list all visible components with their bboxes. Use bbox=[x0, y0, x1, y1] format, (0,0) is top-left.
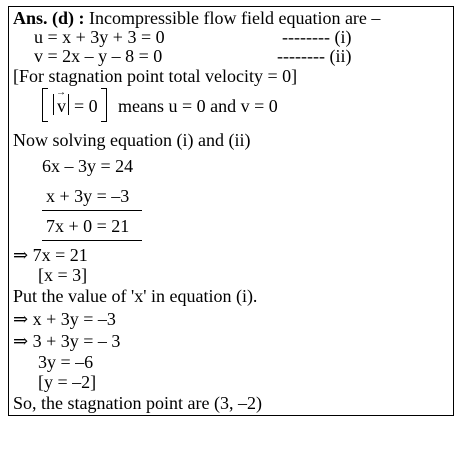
result-x: [x = 3] bbox=[38, 265, 88, 285]
stagnation-condition: [For stagnation point total velocity = 0] bbox=[13, 66, 298, 86]
abs-bar-right bbox=[68, 94, 69, 115]
step-3y: 3y = –6 bbox=[38, 352, 94, 372]
elimination-row-1: 6x – 3y = 24 bbox=[42, 156, 134, 176]
right-bracket bbox=[101, 88, 107, 122]
equation-2: v = 2x – y – 8 = 0 bbox=[34, 46, 163, 66]
solve-intro: Now solving equation (i) and (ii) bbox=[13, 130, 251, 150]
sum-rule bbox=[42, 210, 142, 211]
equation-1-marker: -------- (i) bbox=[282, 27, 352, 47]
step-equation-i: ⇒ x + 3y = –3 bbox=[13, 309, 116, 329]
vector-arrow-icon: → bbox=[56, 87, 66, 98]
elimination-row-2: x + 3y = –3 bbox=[46, 186, 130, 206]
abs-bar-left bbox=[53, 94, 54, 115]
step-7x: ⇒ 7x = 21 bbox=[13, 245, 88, 265]
velocity-meaning: means u = 0 and v = 0 bbox=[118, 96, 278, 116]
conclusion: So, the stagnation point are (3, –2) bbox=[13, 393, 262, 413]
result-y: [y = –2] bbox=[38, 372, 97, 392]
answer-intro: Incompressible flow field equation are – bbox=[89, 8, 381, 28]
velocity-equals: = 0 bbox=[74, 96, 98, 116]
sum-rule-bottom bbox=[42, 240, 142, 241]
step-substituted: ⇒ 3 + 3y = – 3 bbox=[13, 331, 121, 351]
equation-2-marker: -------- (ii) bbox=[277, 46, 352, 66]
substitute-instruction: Put the value of 'x' in equation (i). bbox=[13, 286, 258, 306]
left-bracket bbox=[42, 88, 48, 122]
equation-1: u = x + 3y + 3 = 0 bbox=[34, 27, 165, 47]
velocity-symbol: v bbox=[57, 96, 66, 116]
answer-label: Ans. (d) : bbox=[13, 8, 85, 28]
answer-heading bbox=[13, 8, 380, 28]
elimination-sum: 7x + 0 = 21 bbox=[46, 216, 130, 236]
